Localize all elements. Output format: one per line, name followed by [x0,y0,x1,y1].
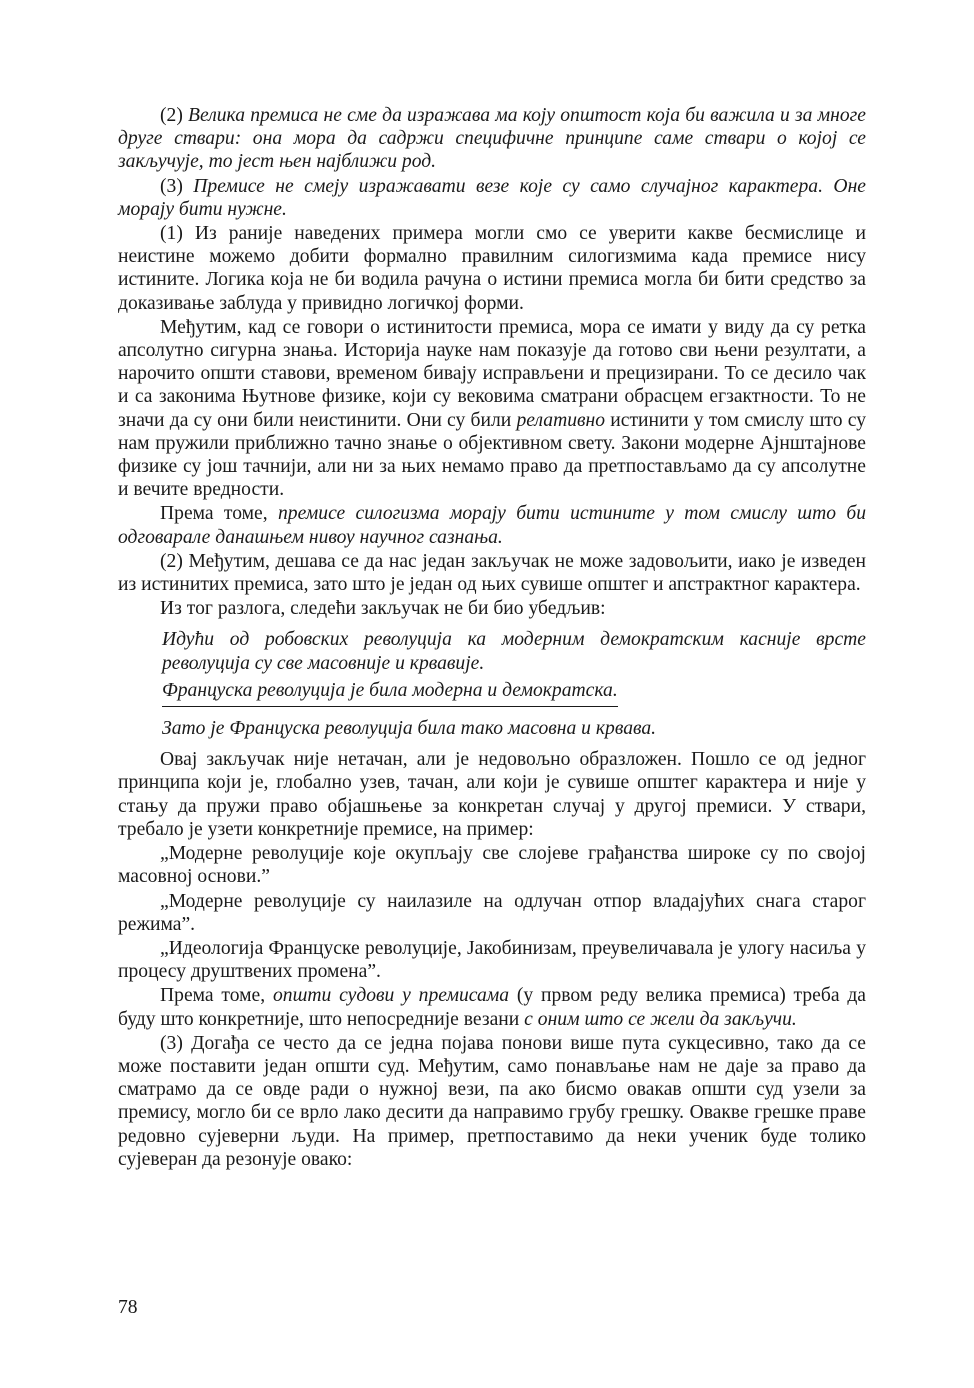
paragraph-rule-2: (2) Велика премиса не сме да изражава ма коју општост која би важила и за многе друге ствари: она мора да садржи специфичне принципе саме ствари о којој се закључује, то јест њен најближи род. [118,105,866,173]
paragraph-point-1: (1) Из раније наведених примера могли смо се уверити какве бесмислице и неистине можемо добити формално правилним силогизмима када премисе нису истините. Логика која не би водила рачуна о истини премиса могла би бити средство за доказивање заблуда у привидно логичкој форми. [118,223,866,314]
paragraph-relativity: Међутим, кад се говори о истинитости премиса, мора се имати у виду да су ретка апсолутно сигурна знања. Историја науке нам показује да готово сви њени резултати, а нарочито општи ставови, временом бивају исправљени и прецизирани. То се десило чак и са законима Њутнове физике, који су вековима сматрани обрасцем егзактности. То не значи да су они били неистинити. Они су били релативно истинити у том смислу што су нам пружили приближно тачно знање о објективном свету. Закони модерне Ајнштајнове физике су још тачнији, али ни за њих немамо право да претпостављамо да су апсолутне и вечите вредности. [118,316,866,501]
paragraph-conclusion-truth: Према томе, премисе силогизма морају бити истините у том смислу што би одговарале данашњем нивоу научног сазнања. [118,503,867,548]
body-text [118,104,866,1171]
paragraph-rule-3: (3) Премисе не смеју изражавати везе које су само случајног карактера. Оне морају бити нужне. [118,175,866,220]
quote-2: „Модерне револуције су наилазиле на одлучан отпор владајућих снага старог режима”. [118,890,866,935]
minor-premise: Француска револуција је била модерна и демократска. [162,679,618,707]
paragraph-intro-example: Из тог разлога, следећи закључак не би био убедљив: [160,598,606,620]
syllogism-example [118,628,866,740]
major-premise: Идући од робовских револуција ка модерним демократским касније врсте револуција су све масовније и крвавије. [162,629,866,674]
syllogism-conclusion: Зато је Француска револуција била тако масовна и крвава. [162,718,657,740]
quote-1: „Модерне револуције које окупљају све слојеве грађанства широке су по својој масовној основи.” [118,843,866,888]
page-number: 78 [118,1297,138,1318]
paragraph-analysis: Овај закључак није нетачан, али је недовољно образложен. Пошло се од једног принципа који је, глобално узев, тачан, али који је сувише општег карактера и није у стању да пружи право објашњење за конкретан случај у другој премиси. У ствари, требало је узети конкретније премисе, на пример: [118,749,866,840]
paragraph-point-2: (2) Међутим, дешава се да нас један закључак не може задовољити, иако је изведен из истинитих премиса, зато што је један од њих сувише општег и апстрактног карактера. [118,550,866,596]
paragraph-point-3: (3) Догађа се често да се једна појава понови више пута сукцесивно, тако да се може поставити један општи суд. Међутим, само понављање нам не даје за право да сматрамо да се овде ради о нужној вези, па ако бисмо овакав општи суд узели за премису, могло би се врло лако десити да направимо грубу грешку. Овакве грешке праве редовно сујеверни људи. На пример, претпоставимо да неки ученик буде толико сујеверан да резонује овако: [118,1032,866,1170]
quote-3: „Идеологија Француске револуције, Јакобинизам, преувеличавала је улогу насиља у процесу друштвених промена”. [118,937,866,983]
paragraph-concrete-premises: Према томе, општи судови у премисама (у првом реду велика премиса) треба да буду што конкретније, што непосредније везани с оним што се жели да закључи. [118,985,867,1030]
